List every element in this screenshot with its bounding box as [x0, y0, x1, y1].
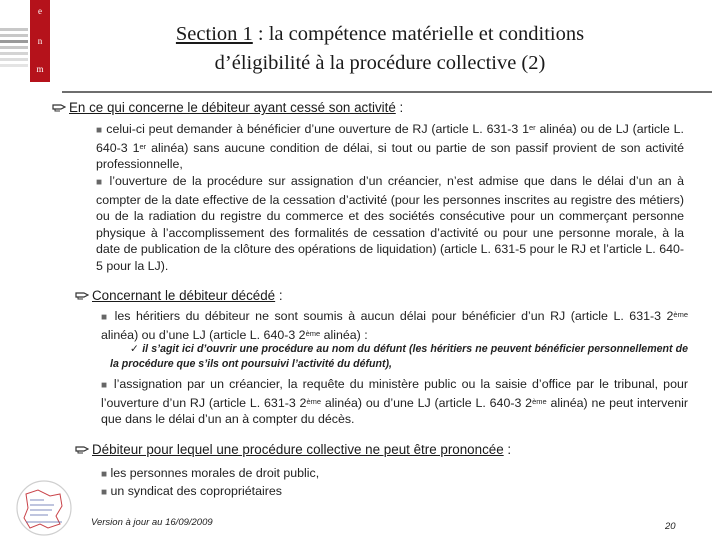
section-heading-suffix: :	[395, 100, 404, 115]
svg-text:m: m	[36, 64, 44, 74]
section-heading-text: Concernant le débiteur décédé	[92, 288, 276, 303]
item-text: alinéa) :	[320, 327, 368, 342]
page-number: 20	[665, 521, 676, 532]
title-line1-rest: : la compétence matérielle et conditions	[252, 23, 585, 45]
item-sup: ème	[532, 396, 547, 406]
square-bullet-icon: ■	[101, 487, 108, 498]
item-text: alinéa) ou d’une LJ (article L. 640-3 2	[321, 395, 533, 410]
svg-text:e: e	[38, 6, 42, 16]
item-sup: ème	[305, 328, 321, 338]
note-text: il s’agit ici d’ouvrir une procédure au nom du défunt (les héritiers ne peuvent bénéficier personnellement de la procédure que s’ils ont poursuivi l’activité du défunt),	[110, 343, 688, 370]
list-item	[96, 173, 684, 275]
title-divider	[62, 91, 712, 93]
section-heading-text: En ce qui concerne le débiteur ayant cessé son activité	[69, 100, 396, 115]
seal-graphic	[4, 478, 84, 538]
pointing-hand-icon	[75, 444, 89, 454]
item-text: alinéa) ou d’une LJ (article L. 640-3 2	[101, 327, 306, 342]
list-item	[101, 376, 688, 428]
page-title	[90, 20, 670, 78]
item-sup: er	[139, 141, 147, 151]
item-text: alinéa) ne peut intervenir que dans le délai d’un an à compter du décès.	[101, 395, 689, 427]
section-heading-text: Débiteur pour lequel une procédure collective ne peut être prononcée	[92, 442, 504, 457]
section-heading-suffix: :	[503, 442, 512, 457]
section-heading-suffix: :	[275, 288, 283, 303]
version-date: Version à jour au 16/09/2009	[91, 517, 213, 528]
title-section-label: Section 1	[175, 23, 253, 45]
item-text: un syndicat des copropriétaires	[107, 484, 282, 498]
item-text: l’assignation par un créancier, la requête du ministère public ou la saisie d’office par le tribunal, pour l’ouverture d’un RJ (article L. 631-3 2	[101, 377, 688, 410]
enm-logo	[0, 0, 50, 82]
institution-seal-icon	[4, 478, 84, 538]
square-bullet-icon: ■	[96, 125, 103, 136]
item-text: alinéa) ou de LJ (article L. 640-3 1	[96, 122, 684, 155]
item-text: alinéa) sans aucune condition de délai, si tout ou partie de son passif provient de son activité professionnelle,	[96, 140, 684, 172]
square-bullet-icon: ■	[101, 469, 108, 480]
item-sup: er	[528, 123, 536, 132]
pointing-hand-icon	[52, 102, 66, 112]
svg-text:n: n	[37, 36, 43, 46]
list-item	[96, 121, 684, 173]
square-bullet-icon: ■	[101, 380, 109, 391]
pointing-hand-icon	[75, 290, 89, 300]
list-item	[101, 308, 688, 343]
checkmark-icon: ✓	[130, 343, 140, 355]
item-text: celui-ci peut demander à bénéficier d’une ouverture de RJ (article L. 631-3 1	[102, 122, 529, 136]
sub-note	[110, 342, 688, 371]
item-sup: ème	[306, 396, 322, 406]
title-line2: d’éligibilité à la procédure collective (2)	[214, 52, 546, 74]
item-text: les héritiers du débiteur ne sont soumis à aucun délai pour bénéficier d’un RJ (article L. 631-3 2	[109, 309, 674, 323]
enm-logo-graphic	[0, 0, 50, 82]
square-bullet-icon: ■	[96, 177, 105, 188]
item-text: l’ouverture de la procédure sur assignation d’un créancier, n’est admise que dans le délai d’un an à compter de la date effective de la cessation d’activité (pour les personnes inscrites au registre des métiers) ou de la radiation du registre du commerce et des sociétés consécutive pour un commerçant personne physique à l’accomplissement des formalités de cessation d’activité ou pour une personne morale, à la date de publication de la clôture des opérations de liquidation) (article L. 631-5 pour le RJ et l’article L. 640-5 pour la LJ).	[96, 174, 684, 273]
list-item	[101, 465, 688, 484]
list-item	[101, 483, 688, 502]
square-bullet-icon: ■	[101, 312, 110, 323]
item-text: les personnes morales de droit public,	[107, 466, 320, 480]
item-sup: ème	[673, 310, 688, 319]
